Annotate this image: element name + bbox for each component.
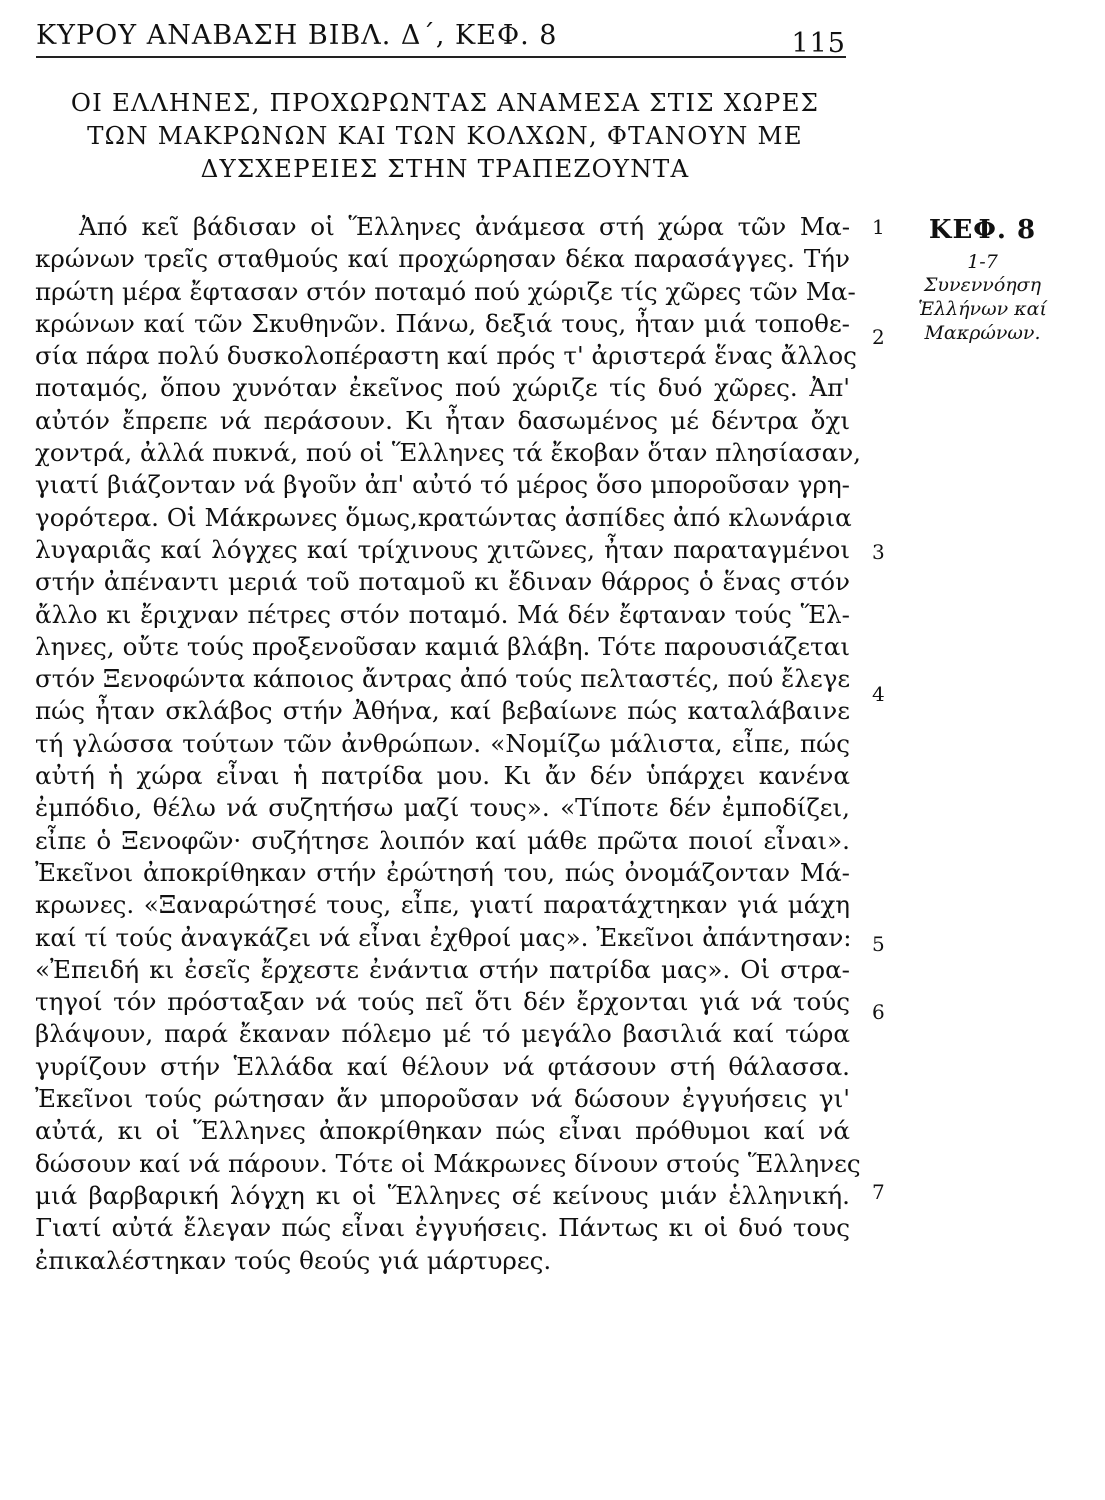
- text-line: «Ἐπειδή κι ἐσεῖς ἔρχεστε ἐνάντια στήν πατρίδα μας». Οἱ στρα-: [35, 954, 850, 984]
- text-line: Γιατί αὐτά ἔλεγαν πώς εἶναι ἐγγυήσεις. Πάντως κι οἱ δυό τους: [35, 1213, 850, 1243]
- text-line: καί τί τούς ἀναγκάζει νά εἶναι ἐχθροί μας». Ἐκεῖνοι ἀπάντησαν:: [35, 922, 852, 952]
- margin-note: [905, 215, 1060, 345]
- text-line: τή γλώσσα τούτων τῶν ἀνθρώπων. «Νομίζω μάλιστα, εἶπε, πώς: [35, 728, 850, 758]
- text-line: κρώνων καί τῶν Σκυθηνῶν. Πάνω, δεξιά τους, ἦταν μιά τοποθε-: [35, 308, 850, 338]
- margin-topic-line: Μακρώνων.: [924, 322, 1041, 344]
- body-text: [35, 211, 861, 1277]
- text-line: χοντρά, ἀλλά πυκνά, πού οἱ Ἕλληνες τά ἔκοβαν ὅταν πλησίασαν,: [35, 438, 861, 468]
- text-line: ληνες, οὔτε τούς προξενοῦσαν καμιά βλάβη. Τότε παρουσιάζεται: [35, 631, 850, 661]
- text-line: αὐτόν ἔπρεπε νά περάσουν. Κι ἦταν δασωμένος μέ δέντρα ὄχι: [35, 405, 850, 435]
- section-number: 3: [872, 540, 885, 564]
- text-line: γορότερα. Οἱ Μάκρωνες ὅμως,κρατώντας ἀσπίδες ἀπό κλωνάρια: [35, 502, 852, 532]
- text-line: κρωνες. «Ξαναρώτησέ τους, εἶπε, γιατί παρατάχτηκαν γιά μάχη: [35, 890, 850, 920]
- text-line: ἄλλο κι ἔριχναν πέτρες στόν ποταμό. Μά δέν ἔφταναν τούς Ἕλ-: [35, 599, 850, 629]
- text-line: εἶπε ὁ Ξενοφῶν· συζήτησε λοιπόν καί μάθε πρῶτα ποιοί εἶναι».: [35, 825, 850, 855]
- section-number: 6: [872, 1000, 885, 1024]
- text-line: μιά βαρβαρική λόγχη κι οἱ Ἕλληνες σέ κείνους μιάν ἑλληνική.: [35, 1180, 850, 1210]
- text-line: τηγοί τόν πρόσταξαν νά τούς πεῖ ὅτι δέν ἔρχονται γιά νά τούς: [35, 987, 850, 1017]
- margin-chapter: ΚΕΦ. 8: [928, 215, 1037, 245]
- chapter-title-line: ΤΩΝ ΜΑΚΡΩΝΩΝ ΚΑΙ ΤΩΝ ΚΟΛΧΩΝ, ΦΤΑΝΟΥΝ ΜΕ: [87, 121, 803, 150]
- text-line: αὐτά, κι οἱ Ἕλληνες ἀποκρίθηκαν πώς εἶναι πρόθυμοι καί νά: [35, 1116, 850, 1146]
- chapter-title: [60, 86, 830, 185]
- running-title: ΚΥΡΟΥ ΑΝΑΒΑΣΗ ΒΙΒΛ. Δ΄, ΚΕΦ. 8: [36, 20, 558, 51]
- section-number: 1: [872, 215, 885, 239]
- text-line: αὐτή ἡ χώρα εἶναι ἡ πατρίδα μου. Κι ἄν δέν ὑπάρχει κανένα: [35, 761, 850, 791]
- text-line: πρώτη μέρα ἔφτασαν στόν ποταμό πού χώριζε τίς χῶρες τῶν Μα-: [35, 276, 856, 306]
- chapter-title-line: ΔΥΣΧΕΡΕΙΕΣ ΣΤΗΝ ΤΡΑΠΕΖΟΥΝΤΑ: [200, 154, 690, 183]
- chapter-title-line: ΟΙ ΕΛΛΗΝΕΣ, ΠΡΟΧΩΡΩΝΤΑΣ ΑΝΑΜΕΣΑ ΣΤΙΣ ΧΩΡΕΣ: [70, 88, 820, 117]
- text-line: Ἀπό κεῖ βάδισαν οἱ Ἕλληνες ἀνάμεσα στή χώρα τῶν Μα-: [79, 212, 850, 241]
- running-header: [36, 14, 846, 59]
- text-line: γιατί βιάζονταν νά βγοῦν ἀπ' αὐτό τό μέρος ὅσο μποροῦσαν γρη-: [35, 470, 850, 500]
- text-line: ἐμπόδιο, θέλω νά συζητήσω μαζί τους». «Τίποτε δέν ἐμποδίζει,: [35, 793, 850, 823]
- header-rule: [36, 56, 846, 58]
- text-line: σία πάρα πολύ δυσκολοπέραστη καί πρός τ' ἀριστερά ἕνας ἄλλος: [35, 341, 857, 371]
- text-line: Ἐκεῖνοι ἀποκρίθηκαν στήν ἐρώτησή του, πώς ὀνομάζονταν Μά-: [35, 857, 850, 887]
- margin-topic-line: Συνεννόηση: [923, 274, 1041, 296]
- text-line: λυγαριᾶς καί λόγχες καί τρίχινους χιτῶνες, ἦταν παραταγμένοι: [35, 534, 850, 564]
- text-line: Ἐκεῖνοι τούς ρώτησαν ἄν μποροῦσαν νά δώσουν ἐγγυήσεις γι': [35, 1084, 850, 1114]
- text-line: στήν ἀπέναντι μεριά τοῦ ποταμοῦ κι ἔδιναν θάρρος ὁ ἕνας στόν: [35, 567, 850, 597]
- text-line: ἐπικαλέστηκαν τούς θεούς γιά μάρτυρες.: [35, 1245, 552, 1275]
- page-number: 115: [791, 28, 846, 59]
- text-line: γυρίζουν στήν Ἑλλάδα καί θέλουν νά φτάσουν στή θάλασσα.: [35, 1051, 850, 1081]
- text-line: στόν Ξενοφώντα κάποιος ἄντρας ἀπό τούς πελταστές, πού ἔλεγε: [35, 664, 851, 694]
- text-line: πώς ἦταν σκλάβος στήν Ἀθήνα, καί βεβαίωνε πώς καταλάβαινε: [35, 696, 850, 726]
- text-line: ποταμός, ὅπου χυνόταν ἐκεῖνος πού χώριζε τίς δυό χῶρες. Ἀπ': [35, 373, 850, 403]
- section-number: 5: [872, 932, 885, 956]
- section-number: 7: [872, 1180, 885, 1204]
- text-line: βλάψουν, παρά ἔκαναν πόλεμο μέ τό μεγάλο βασιλιά καί τώρα: [35, 1019, 850, 1049]
- section-number: 4: [872, 682, 885, 706]
- text-line: δώσουν καί νά πάρουν. Τότε οἱ Μάκρωνες δίνουν στούς Ἕλληνες: [35, 1148, 861, 1178]
- text-line: κρώνων τρεῖς σταθμούς καί προχώρησαν δέκα παρασάγγες. Τήν: [35, 244, 850, 274]
- section-number: 2: [872, 325, 885, 349]
- margin-topic-line: Ἑλλήνων καί: [918, 298, 1047, 320]
- margin-range: 1-7: [967, 251, 998, 273]
